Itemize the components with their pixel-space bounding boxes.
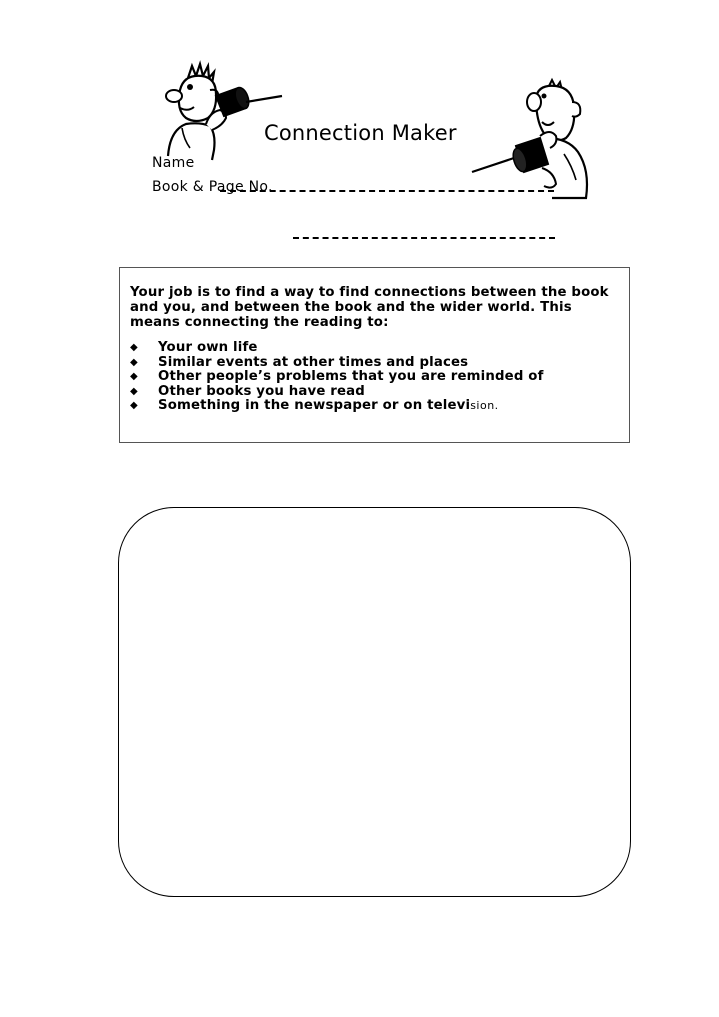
instructions-intro: Your job is to find a way to find connections between the book and you, and between the book and the wider world. This means connecting the reading to:: [130, 285, 609, 330]
diamond-bullet-icon: ◆: [130, 400, 138, 411]
secondary-answer-line[interactable]: [293, 237, 555, 239]
list-item-text: Similar events at other times and places: [158, 354, 469, 370]
diamond-bullet-icon: ◆: [130, 371, 138, 382]
list-item-text: Other books you have read: [158, 383, 365, 399]
diamond-bullet-icon: ◆: [130, 385, 138, 397]
book-page-label: Book & Page No.: [152, 179, 273, 195]
list-item-text: Other people’s problems that you are reminded of: [158, 369, 544, 384]
list-item: [130, 356, 621, 371]
list-item: [130, 399, 621, 414]
man-with-tin-can-phone-icon: [150, 60, 290, 170]
list-item: [130, 385, 621, 400]
book-page-answer-line[interactable]: [220, 190, 554, 192]
list-item-text: Something in the newspaper or on televi: [158, 398, 471, 413]
answer-writing-box[interactable]: [118, 507, 631, 897]
diamond-bullet-icon: ◆: [130, 342, 138, 353]
list-item: [130, 370, 621, 385]
diamond-bullet-icon: ◆: [130, 356, 138, 368]
bald-man-with-tin-can-phone-icon: [468, 72, 608, 204]
list-item-text: Your own life: [158, 340, 258, 355]
list-item: [130, 341, 621, 356]
page-title: Connection Maker: [264, 121, 457, 145]
name-label: Name: [152, 155, 195, 171]
connection-list: [130, 341, 621, 414]
list-item-text-tail: sion.: [470, 399, 499, 412]
instructions-box: [119, 267, 630, 443]
